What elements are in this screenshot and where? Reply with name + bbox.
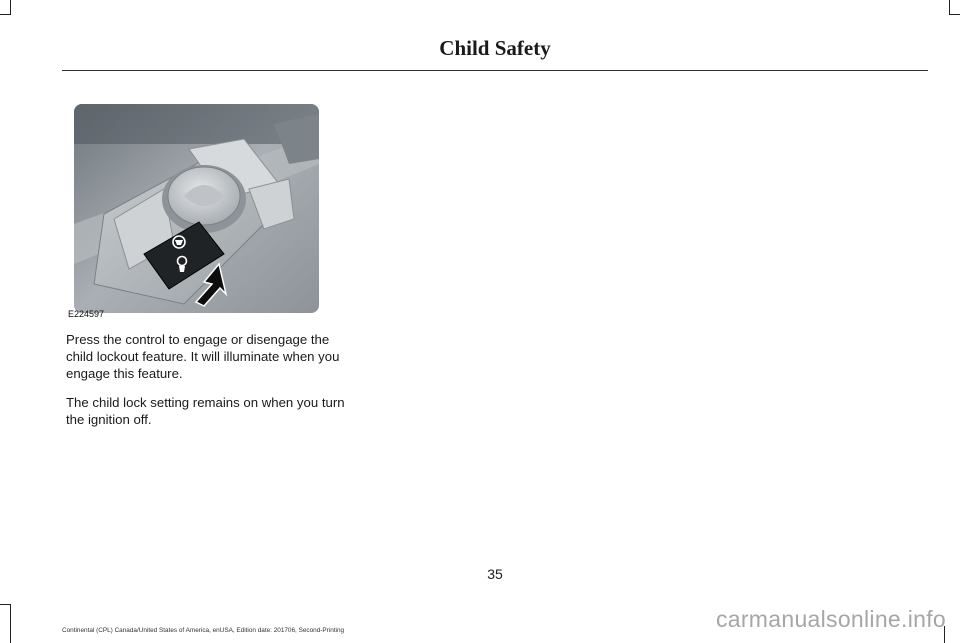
page-number: 35 [487, 566, 503, 582]
body-text [66, 331, 356, 440]
crop-mark-top-right-v [949, 0, 950, 14]
figure-id-label: E224597 [68, 309, 105, 319]
note-paragraph: The child lock setting remains on when you turn the ignition off. [66, 395, 345, 427]
crop-mark-bottom-left-v [10, 604, 11, 643]
header-rule [62, 70, 928, 71]
watermark: carmanualsonline.info [715, 606, 946, 632]
door-panel-drawing [74, 104, 319, 313]
instruction-paragraph: Press the control to engage or disengage the child lockout feature. It will illuminate when you engage this feature. [66, 332, 340, 381]
crop-mark-top-left-v [10, 0, 11, 14]
page-title: Child Safety [439, 36, 551, 60]
crop-mark-top-right-h [949, 14, 960, 15]
child-lock-control-illustration [74, 104, 319, 313]
crop-mark-top-left-h [0, 14, 11, 15]
crop-mark-bottom-left-h [0, 604, 11, 605]
footer-edition-info: Continental (CPL) Canada/United States of America, enUSA, Edition date: 201706, Second-Printing [62, 627, 345, 634]
